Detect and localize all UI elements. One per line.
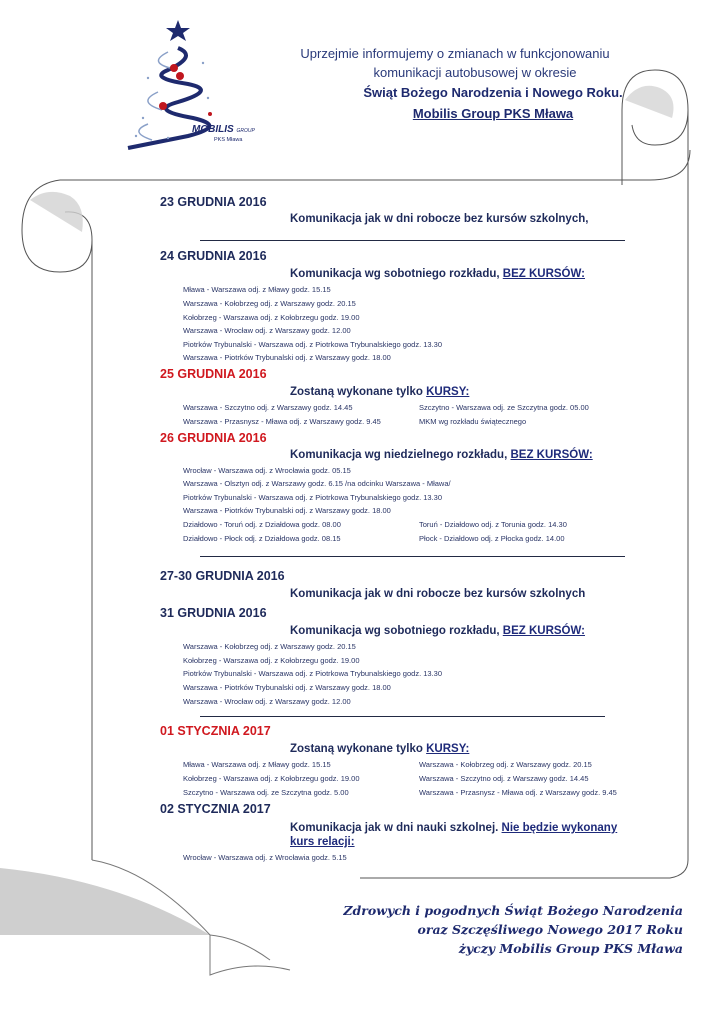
route-item: Szczytno - Warszawa odj. ze Szczytna godz. 5.00 <box>183 788 349 797</box>
note-02-jan: Komunikacja jak w dni nauki szkolnej. Nie będzie wykonany kurs relacji: <box>290 822 618 848</box>
route-item: Piotrków Trybunalski - Warszawa odj. z Piotrkowa Trybunalskiego godz. 13.30 <box>183 493 443 502</box>
date-26-dec: 26 GRUDNIA 2016 <box>160 431 267 445</box>
note-23-dec: Komunikacja jak w dni robocze bez kursów szkolnych, <box>290 213 589 225</box>
date-24-dec: 24 GRUDNIA 2016 <box>160 249 267 263</box>
mobilis-logo <box>108 18 268 158</box>
divider <box>200 716 605 717</box>
note-24-dec: Komunikacja wg sobotniego rozkładu, BEZ KURSÓW: <box>290 268 585 280</box>
route-item: Działdowo - Toruń odj. z Działdowa godz. 08.00 <box>183 520 341 529</box>
wish-line-2: oraz Szczęśliwego Nowego 2017 Roku <box>417 922 683 937</box>
route-item: Warszawa - Piotrków Trybunalski odj. z Warszawy godz. 18.00 <box>183 683 391 692</box>
route-item: Warszawa - Kołobrzeg odj. z Warszawy godz. 20.15 <box>183 299 356 308</box>
route-item: Warszawa - Przasnysz - Mława odj. z Warszawy godz. 9.45 <box>183 417 381 426</box>
route-item: MKM wg rozkładu świątecznego <box>419 417 527 426</box>
route-item: Wrocław - Warszawa odj. z Wrocławia godz. 05.15 <box>183 466 351 475</box>
route-item: Warszawa - Piotrków Trybunalski odj. z Warszawy godz. 18.00 <box>183 506 391 515</box>
header-line-1: Uprzejmie informujemy o zmianach w funkcjonowaniu <box>300 46 610 61</box>
route-item: Warszawa - Kołobrzeg odj. z Warszawy godz. 20.15 <box>183 642 356 651</box>
route-item: Warszawa - Piotrków Trybunalski odj. z Warszawy godz. 18.00 <box>183 353 391 362</box>
note-31-dec: Komunikacja wg sobotniego rozkładu, BEZ KURSÓW: <box>290 625 585 637</box>
date-27-30-dec: 27-30 GRUDNIA 2016 <box>160 569 285 583</box>
route-item: Mława - Warszawa odj. z Mławy godz. 15.15 <box>183 760 331 769</box>
route-item: Kołobrzeg - Warszawa odj. z Kołobrzegu godz. 19.00 <box>183 774 360 783</box>
note-01-jan: Zostaną wykonane tylko KURSY: <box>290 743 470 755</box>
route-item: Warszawa - Przasnysz - Mława odj. z Warszawy godz. 9.45 <box>419 788 617 797</box>
header-line-4: Mobilis Group PKS Mława <box>412 106 574 121</box>
route-item: Warszawa - Kołobrzeg odj. z Warszawy godz. 20.15 <box>419 760 592 769</box>
route-item: Wrocław - Warszawa odj. z Wrocławia godz. 5.15 <box>183 853 347 862</box>
date-25-dec: 25 GRUDNIA 2016 <box>160 367 267 381</box>
note-27-30-dec: Komunikacja jak w dni robocze bez kursów szkolnych <box>290 588 586 600</box>
route-item: Warszawa - Wrocław odj. z Warszawy godz. 12.00 <box>183 697 351 706</box>
route-item: Szczytno - Warszawa odj. ze Szczytna godz. 05.00 <box>419 403 589 412</box>
route-item: Warszawa - Szczytno odj. z Warszawy godz. 14.45 <box>419 774 589 783</box>
note-26-dec: Komunikacja wg niedzielnego rozkładu, BEZ KURSÓW: <box>290 449 593 461</box>
route-item: Działdowo - Płock odj. z Działdowa godz. 08.15 <box>183 534 341 543</box>
date-01-jan: 01 STYCZNIA 2017 <box>160 724 271 738</box>
wish-line-3: życzy Mobilis Group PKS Mława <box>458 941 683 956</box>
route-item: Kołobrzeg - Warszawa odj. z Kołobrzegu godz. 19.00 <box>183 656 360 665</box>
header-line-3: Świąt Bożego Narodzenia i Nowego Roku. <box>363 85 623 100</box>
divider <box>200 240 625 241</box>
route-item: Piotrków Trybunalski - Warszawa odj. z Piotrkowa Trybunalskiego godz. 13.30 <box>183 669 443 678</box>
date-02-jan: 02 STYCZNIA 2017 <box>160 802 271 816</box>
route-item: Warszawa - Wrocław odj. z Warszawy godz. 12.00 <box>183 326 351 335</box>
christmas-tree-icon <box>108 18 268 158</box>
route-item: Płock - Działdowo odj. z Płocka godz. 14.00 <box>419 534 565 543</box>
route-item: Piotrków Trybunalski - Warszawa odj. z Piotrkowa Trybunalskiego godz. 13.30 <box>183 340 443 349</box>
route-item: Warszawa - Olsztyn odj. z Warszawy godz. 6.15 /na odcinku Warszawa - Mława/ <box>183 479 451 488</box>
logo-group: GROUP <box>236 128 255 134</box>
route-item: Toruń - Działdowo odj. z Torunia godz. 14.30 <box>419 520 567 529</box>
route-item: Mława - Warszawa odj. z Mławy godz. 15.15 <box>183 285 331 294</box>
logo-sub: PKS Mława <box>214 137 243 143</box>
date-31-dec: 31 GRUDNIA 2016 <box>160 606 267 620</box>
logo-brand: MOBILIS <box>192 124 234 135</box>
note-25-dec: Zostaną wykonane tylko KURSY: <box>290 386 470 398</box>
route-item: Kołobrzeg - Warszawa odj. z Kołobrzegu godz. 19.00 <box>183 313 360 322</box>
wish-line-1: Zdrowych i pogodnych Świąt Bożego Narodzenia <box>343 903 683 918</box>
divider <box>200 556 625 557</box>
route-item: Warszawa - Szczytno odj. z Warszawy godz. 14.45 <box>183 403 353 412</box>
date-23-dec: 23 GRUDNIA 2016 <box>160 195 267 209</box>
header-line-2: komunikacji autobusowej w okresie <box>373 65 577 80</box>
